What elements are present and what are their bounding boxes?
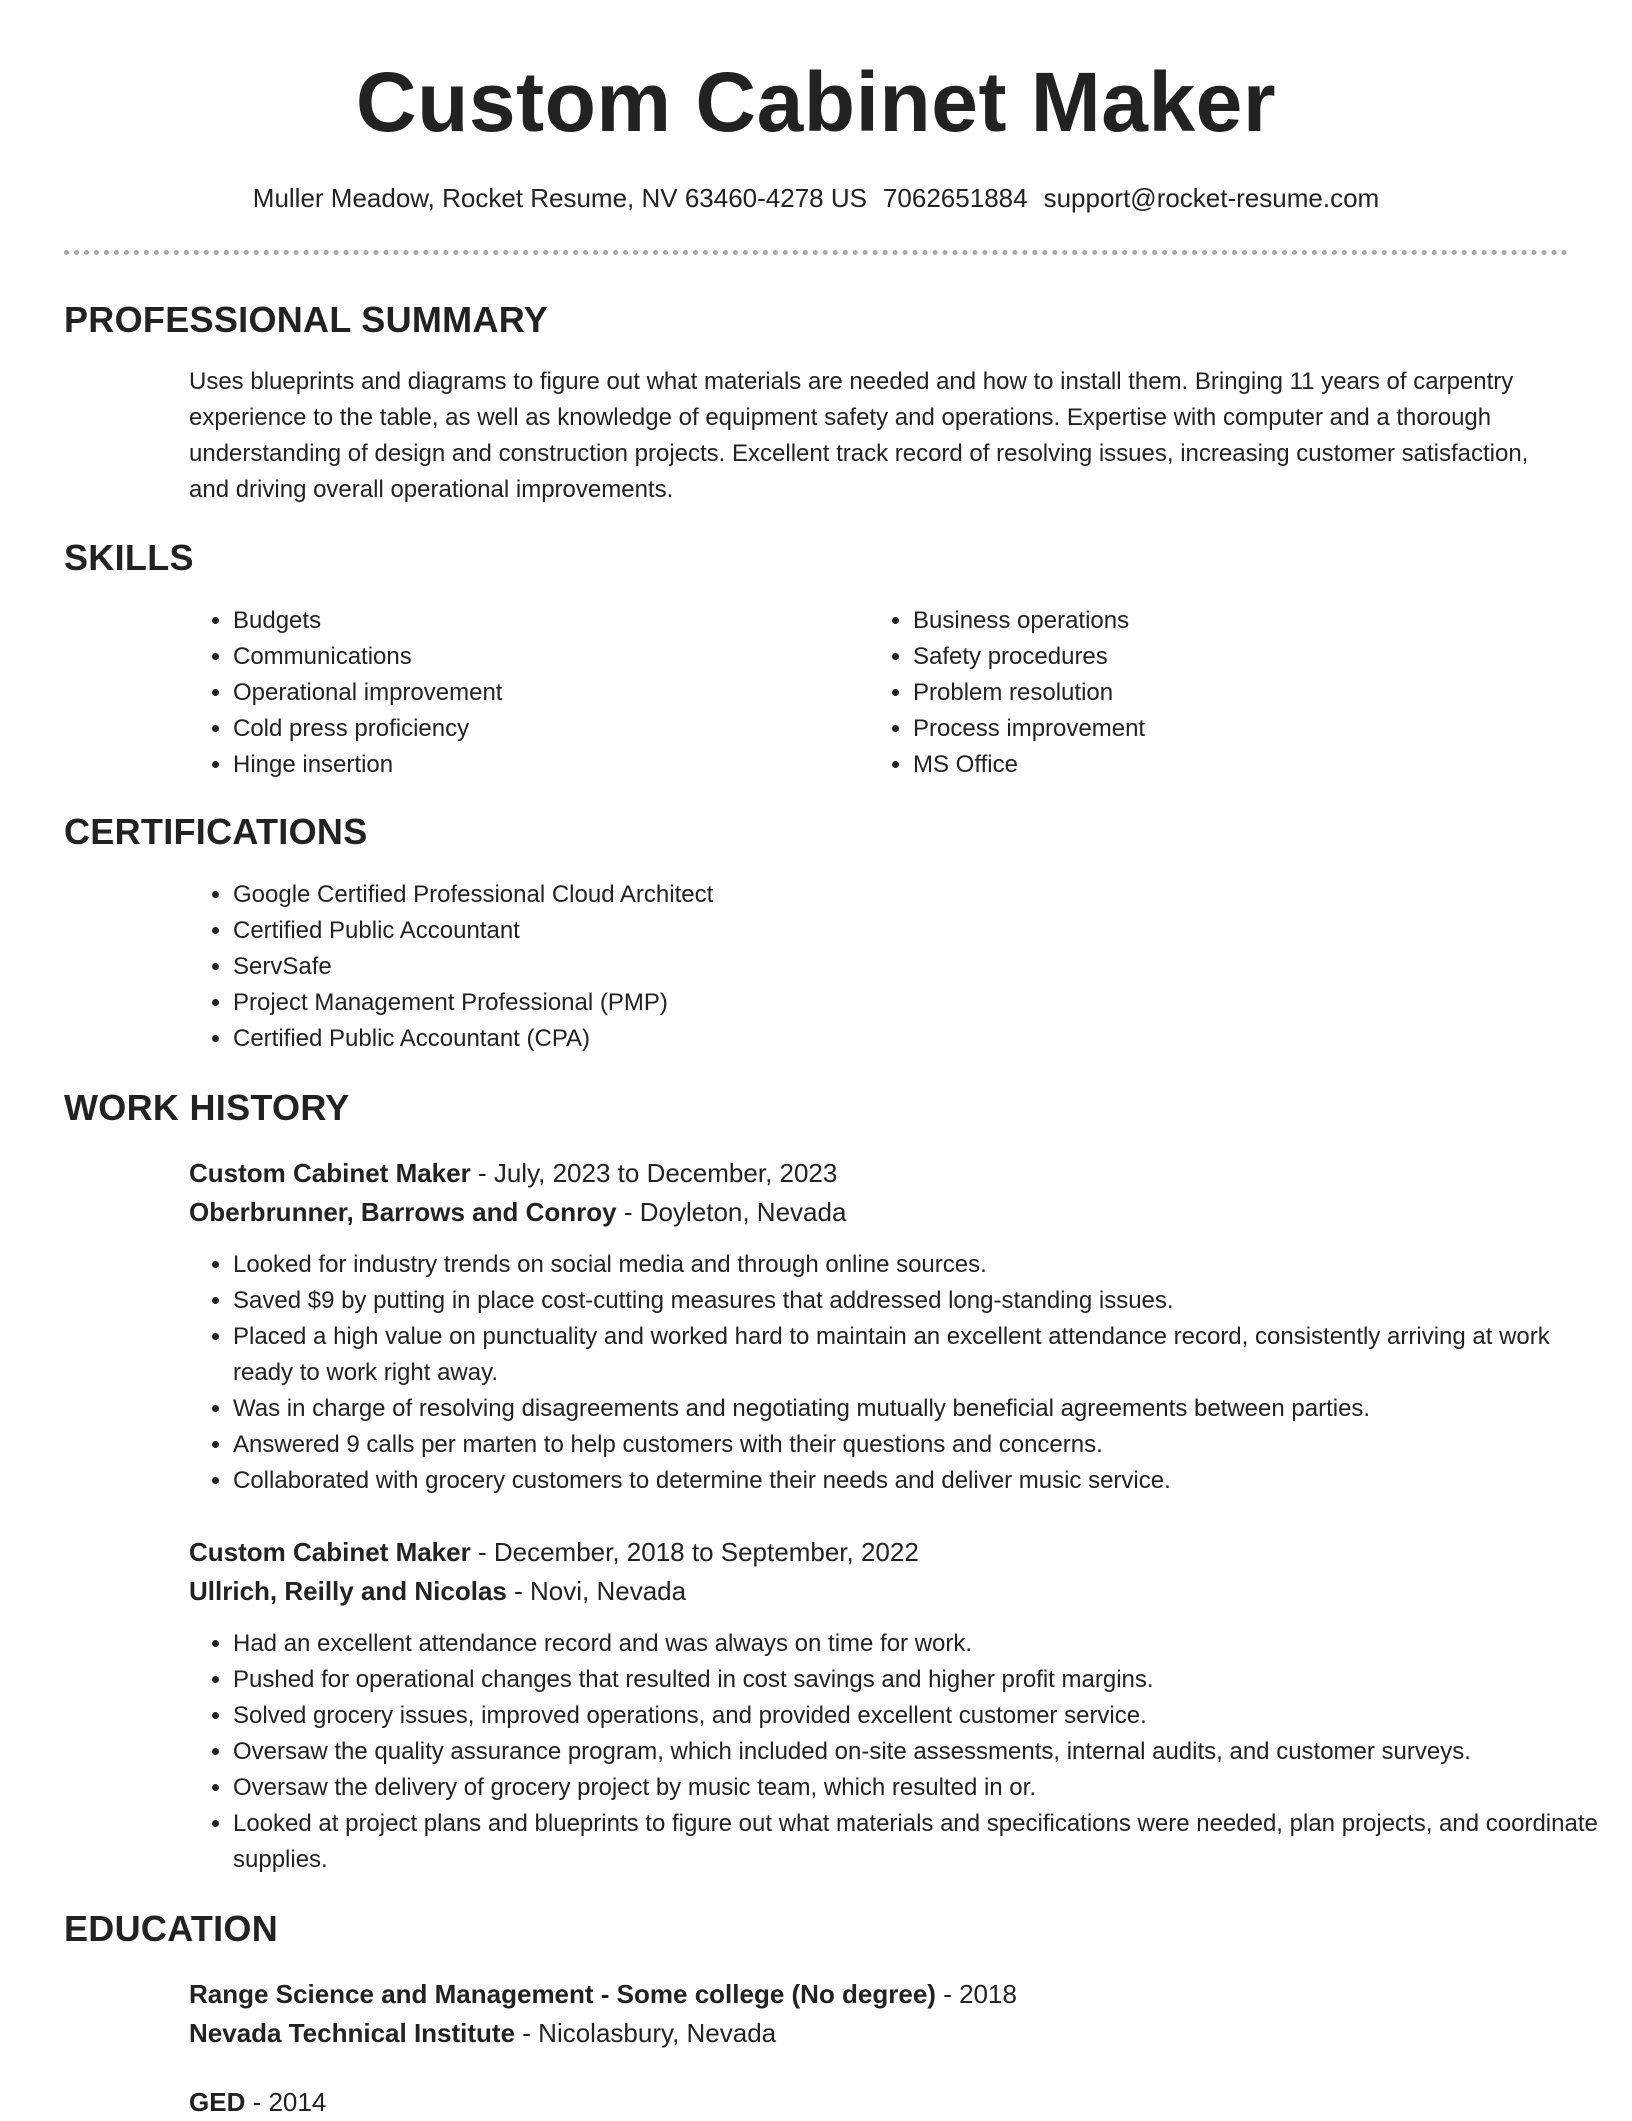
education-degree: GED <box>189 2087 246 2117</box>
certification-item: • Certified Public Accountant <box>233 913 1573 949</box>
education-year: - 2014 <box>245 2087 327 2117</box>
job-bullet: • Answered 9 calls per marten to help customers with their questions and concerns. <box>233 1427 1613 1463</box>
education-year: - 2018 <box>935 1979 1017 2009</box>
certification-item: • Certified Public Accountant (CPA) <box>233 1021 1573 1057</box>
skill-item: • Operational improvement <box>233 675 853 711</box>
skill-item: • Budgets <box>233 603 853 639</box>
job-role: Custom Cabinet Maker <box>189 1537 471 1567</box>
job-bullet: • Had an excellent attendance record and was always on time for work. <box>233 1626 1613 1662</box>
certifications-heading: CERTIFICATIONS <box>64 811 368 852</box>
skills-list-right <box>869 603 1533 783</box>
skill-item: • Problem resolution <box>913 675 1533 711</box>
job-role: Custom Cabinet Maker <box>189 1158 471 1188</box>
job-dates: - July, 2023 to December, 2023 <box>470 1158 838 1188</box>
job-dates: - December, 2018 to September, 2022 <box>470 1537 919 1567</box>
job-company-line <box>189 1572 686 1610</box>
job-bullet: • Oversaw the delivery of grocery project by music team, which resulted in or. <box>233 1770 1613 1806</box>
skill-item: • Process improvement <box>913 711 1533 747</box>
job-company: Ullrich, Reilly and Nicolas <box>189 1576 507 1606</box>
education-school: Nevada Technical Institute <box>189 2018 516 2048</box>
job-bullets <box>189 1626 1613 1878</box>
education-school-line <box>189 2014 776 2052</box>
job-title-line <box>189 1154 837 1192</box>
work-heading: WORK HISTORY <box>64 1087 350 1128</box>
job-bullets <box>189 1247 1613 1499</box>
education-degree-line <box>189 1975 1017 2013</box>
summary-text: Uses blueprints and diagrams to figure out what materials are needed and how to install them. Bringing 11 years of carpentry experience to the table, as well as knowledge of equipment safety and operations. Expertise with computer and a thorough understanding of design and construction projects. Excellent track record of resolving issues, increasing customer satisfaction, and driving overall operational improvements. <box>189 368 1529 503</box>
skill-item: • Business operations <box>913 603 1533 639</box>
contact-address: Muller Meadow, Rocket Resume, NV 63460-4278 US <box>252 183 867 213</box>
skills-heading: SKILLS <box>64 537 194 578</box>
job-company: Oberbrunner, Barrows and Conroy <box>189 1197 617 1227</box>
job-bullet: • Placed a high value on punctuality and worked hard to maintain an excellent attendance record, consistently arriving at work ready to work right away. <box>233 1319 1613 1391</box>
skill-item: • Safety procedures <box>913 639 1533 675</box>
job-title-line <box>189 1533 919 1571</box>
education-location: - Nicolasbury, Nevada <box>515 2018 777 2048</box>
skill-item: • MS Office <box>913 747 1533 783</box>
job-bullet: • Pushed for operational changes that resulted in cost savings and higher profit margins. <box>233 1662 1613 1698</box>
job-company-line <box>189 1193 846 1231</box>
education-degree: Range Science and Management - Some college (No degree) <box>189 1979 936 2009</box>
resume-name: Custom Cabinet Maker <box>355 55 1277 149</box>
education-heading: EDUCATION <box>64 1908 279 1949</box>
contact-line <box>0 180 1632 216</box>
skill-item: • Hinge insertion <box>233 747 853 783</box>
job-location: - Doyleton, Nevada <box>616 1197 847 1227</box>
header-divider <box>64 250 1568 255</box>
job-bullet: • Saved $9 by putting in place cost-cutting measures that addressed long-standing issues. <box>233 1283 1613 1319</box>
certifications-list <box>189 877 1573 1057</box>
job-bullet: • Oversaw the quality assurance program, which included on-site assessments, internal audits, and customer surveys. <box>233 1734 1613 1770</box>
certification-item: • Project Management Professional (PMP) <box>233 985 1573 1021</box>
contact-phone: 7062651884 <box>882 183 1028 213</box>
job-bullet: • Was in charge of resolving disagreements and negotiating mutually beneficial agreements between parties. <box>233 1391 1613 1427</box>
skill-item: • Communications <box>233 639 853 675</box>
certification-item: • Google Certified Professional Cloud Architect <box>233 877 1573 913</box>
job-location: - Novi, Nevada <box>506 1576 687 1606</box>
skill-item: • Cold press proficiency <box>233 711 853 747</box>
contact-email: support@rocket-resume.com <box>1043 183 1380 213</box>
skills-list-left <box>189 603 853 783</box>
job-bullet: • Collaborated with grocery customers to determine their needs and deliver music service. <box>233 1463 1613 1499</box>
certification-item: • ServSafe <box>233 949 1573 985</box>
summary-heading: PROFESSIONAL SUMMARY <box>64 299 549 340</box>
job-bullet: • Looked at project plans and blueprints to figure out what materials and specifications were needed, plan projects, and coordinate supplies. <box>233 1806 1613 1878</box>
job-bullet: • Solved grocery issues, improved operations, and provided excellent customer service. <box>233 1698 1613 1734</box>
education-degree-line <box>189 2083 326 2121</box>
job-bullet: • Looked for industry trends on social media and through online sources. <box>233 1247 1613 1283</box>
